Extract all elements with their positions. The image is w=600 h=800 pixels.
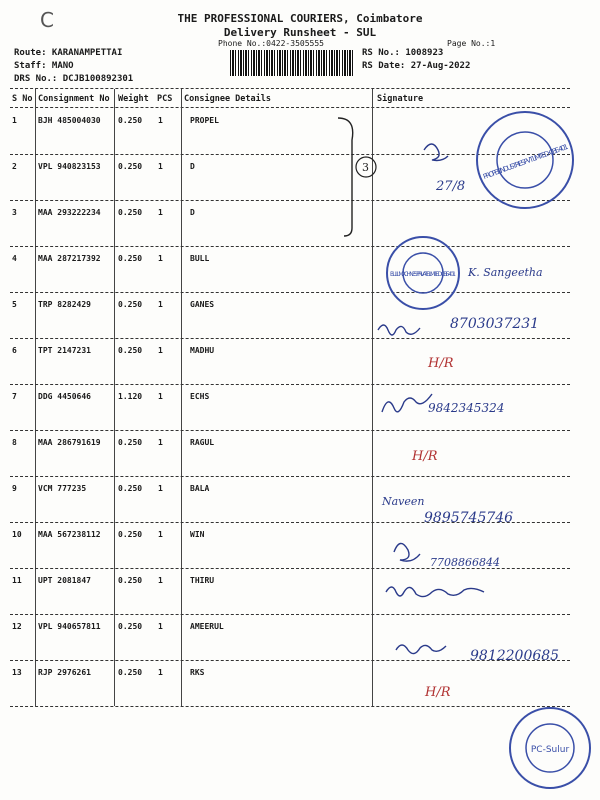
staff-label: Staff: MANO <box>14 61 74 71</box>
rs-date: RS Date: 27-Aug-2022 <box>362 61 471 71</box>
col-weight: Weight <box>118 94 149 104</box>
cell-weight: 0.250 <box>118 116 143 125</box>
cell-sno: 2 <box>12 162 17 171</box>
cell-pcs: 1 <box>158 208 163 217</box>
cell-weight: 0.250 <box>118 438 143 447</box>
cell-consignee: AMEERUL <box>190 622 224 631</box>
cell-pcs: 1 <box>158 254 163 263</box>
cell-consignee: RAGUL <box>190 438 215 447</box>
signature-9: Naveen <box>382 495 425 508</box>
cell-sno: 7 <box>12 392 17 401</box>
cell-weight: 0.250 <box>118 162 143 171</box>
cell-consignee: THIRU <box>190 576 215 585</box>
circled-number: 3 <box>362 161 369 174</box>
cell-consignment: BJH 485004030 <box>38 116 101 125</box>
company-title: THE PROFESSIONAL COURIERS, Coimbatore <box>177 12 423 25</box>
hr-8: H/R <box>412 449 438 464</box>
signature-12 <box>396 645 446 654</box>
cell-sno: 5 <box>12 300 17 309</box>
rs-number: RS No.: 1008923 <box>362 48 444 58</box>
phone-7: 9842345324 <box>428 401 505 415</box>
cell-weight: 0.250 <box>118 346 143 355</box>
phone-number: Phone No.:0422-3505555 <box>218 39 324 48</box>
date-2: 27/8 <box>436 179 466 194</box>
cell-sno: 4 <box>12 254 17 263</box>
cell-weight: 0.250 <box>118 484 143 493</box>
cell-pcs: 1 <box>158 484 163 493</box>
cell-sno: 1 <box>12 116 17 125</box>
signature-7 <box>382 394 432 412</box>
col-pcs: PCS <box>157 94 173 104</box>
cell-consignee: BALA <box>190 484 210 493</box>
col-consignment: Consignment No <box>38 94 110 104</box>
col-signature: Signature <box>377 94 424 104</box>
cell-consignee: RKS <box>190 668 205 677</box>
cell-sno: 9 <box>12 484 17 493</box>
hr-13: H/R <box>425 685 451 700</box>
cell-weight: 0.250 <box>118 668 143 677</box>
cell-consignment: MAA 286791619 <box>38 438 101 447</box>
propel-stamp-text: PROPEL INDUSTRIES PVT LIMITED · CBE-401 <box>482 142 570 182</box>
cell-sno: 13 <box>12 668 22 677</box>
cell-pcs: 1 <box>158 392 163 401</box>
bull-stamp-text: BULL MACHINES PRIVATE LIMITED · CBE-401 <box>390 271 456 278</box>
col-consignee: Consignee Details <box>184 94 271 104</box>
cell-sno: 3 <box>12 208 17 217</box>
signature-2 <box>424 144 448 161</box>
cell-consignee: ECHS <box>190 392 210 401</box>
cell-weight: 0.250 <box>118 254 143 263</box>
signature-4: K. Sangeetha <box>468 266 543 279</box>
signature-5 <box>378 325 420 335</box>
cell-consignment: VPL 940823153 <box>38 162 101 171</box>
cell-weight: 0.250 <box>118 530 143 539</box>
cell-pcs: 1 <box>158 346 163 355</box>
cell-consignment: MAA 567238112 <box>38 530 101 539</box>
cell-consignee: GANES <box>190 300 215 309</box>
cell-consignee: D <box>190 208 195 217</box>
phone-12: 9812200685 <box>470 648 560 664</box>
phone-5: 8703037231 <box>450 316 540 332</box>
corner-mark: C <box>40 8 54 32</box>
cell-consignee: MADHU <box>190 346 215 355</box>
cell-pcs: 1 <box>158 622 163 631</box>
cell-consignee: BULL <box>190 254 210 263</box>
cell-pcs: 1 <box>158 300 163 309</box>
phone-10: 7708866844 <box>430 556 500 569</box>
cell-consignment: VCM 777235 <box>38 484 87 493</box>
cell-consignee: WIN <box>190 530 205 539</box>
cell-pcs: 1 <box>158 438 163 447</box>
cell-consignment: VPL 940657811 <box>38 622 101 631</box>
cell-weight: 0.250 <box>118 300 143 309</box>
propel-stamp <box>477 112 573 208</box>
cell-consignment: TRP 8282429 <box>38 300 91 309</box>
route-label: Route: KARANAMPETTAI <box>14 48 123 58</box>
cell-consignment: MAA 287217392 <box>38 254 101 263</box>
cell-pcs: 1 <box>158 162 163 171</box>
cell-sno: 6 <box>12 346 17 355</box>
page-number: Page No.:1 <box>447 39 496 48</box>
cell-weight: 0.250 <box>118 576 143 585</box>
handwritten-bracket <box>338 118 353 236</box>
hr-6: H/R <box>428 356 454 371</box>
pc-stamp-text: PC-Sulur <box>530 745 570 755</box>
pc-sulur-stamp <box>510 708 590 788</box>
bull-stamp <box>387 237 459 309</box>
cell-consignment: UPT 2081847 <box>38 576 91 585</box>
cell-consignment: RJP 2976261 <box>38 668 91 677</box>
runsheet-title: Delivery Runsheet - SUL <box>223 26 377 39</box>
signature-10 <box>394 543 420 561</box>
cell-consignment: MAA 293222234 <box>38 208 101 217</box>
cell-consignee: D <box>190 162 195 171</box>
col-sno: S No <box>12 94 33 104</box>
cell-sno: 12 <box>12 622 22 631</box>
cell-consignment: DDG 4450646 <box>38 392 91 401</box>
signature-11 <box>386 587 484 597</box>
cell-sno: 11 <box>12 576 22 585</box>
phone-9: 9895745746 <box>424 510 514 526</box>
drs-number: DRS No.: DCJB100892301 <box>14 74 134 84</box>
cell-pcs: 1 <box>158 530 163 539</box>
cell-weight: 0.250 <box>118 622 143 631</box>
cell-pcs: 1 <box>158 576 163 585</box>
cell-consignee: PROPEL <box>190 116 219 125</box>
cell-sno: 10 <box>12 530 22 539</box>
cell-sno: 8 <box>12 438 17 447</box>
cell-pcs: 1 <box>158 116 163 125</box>
cell-pcs: 1 <box>158 668 163 677</box>
cell-weight: 1.120 <box>118 392 143 401</box>
cell-weight: 0.250 <box>118 208 143 217</box>
cell-consignment: TPT 2147231 <box>38 346 91 355</box>
